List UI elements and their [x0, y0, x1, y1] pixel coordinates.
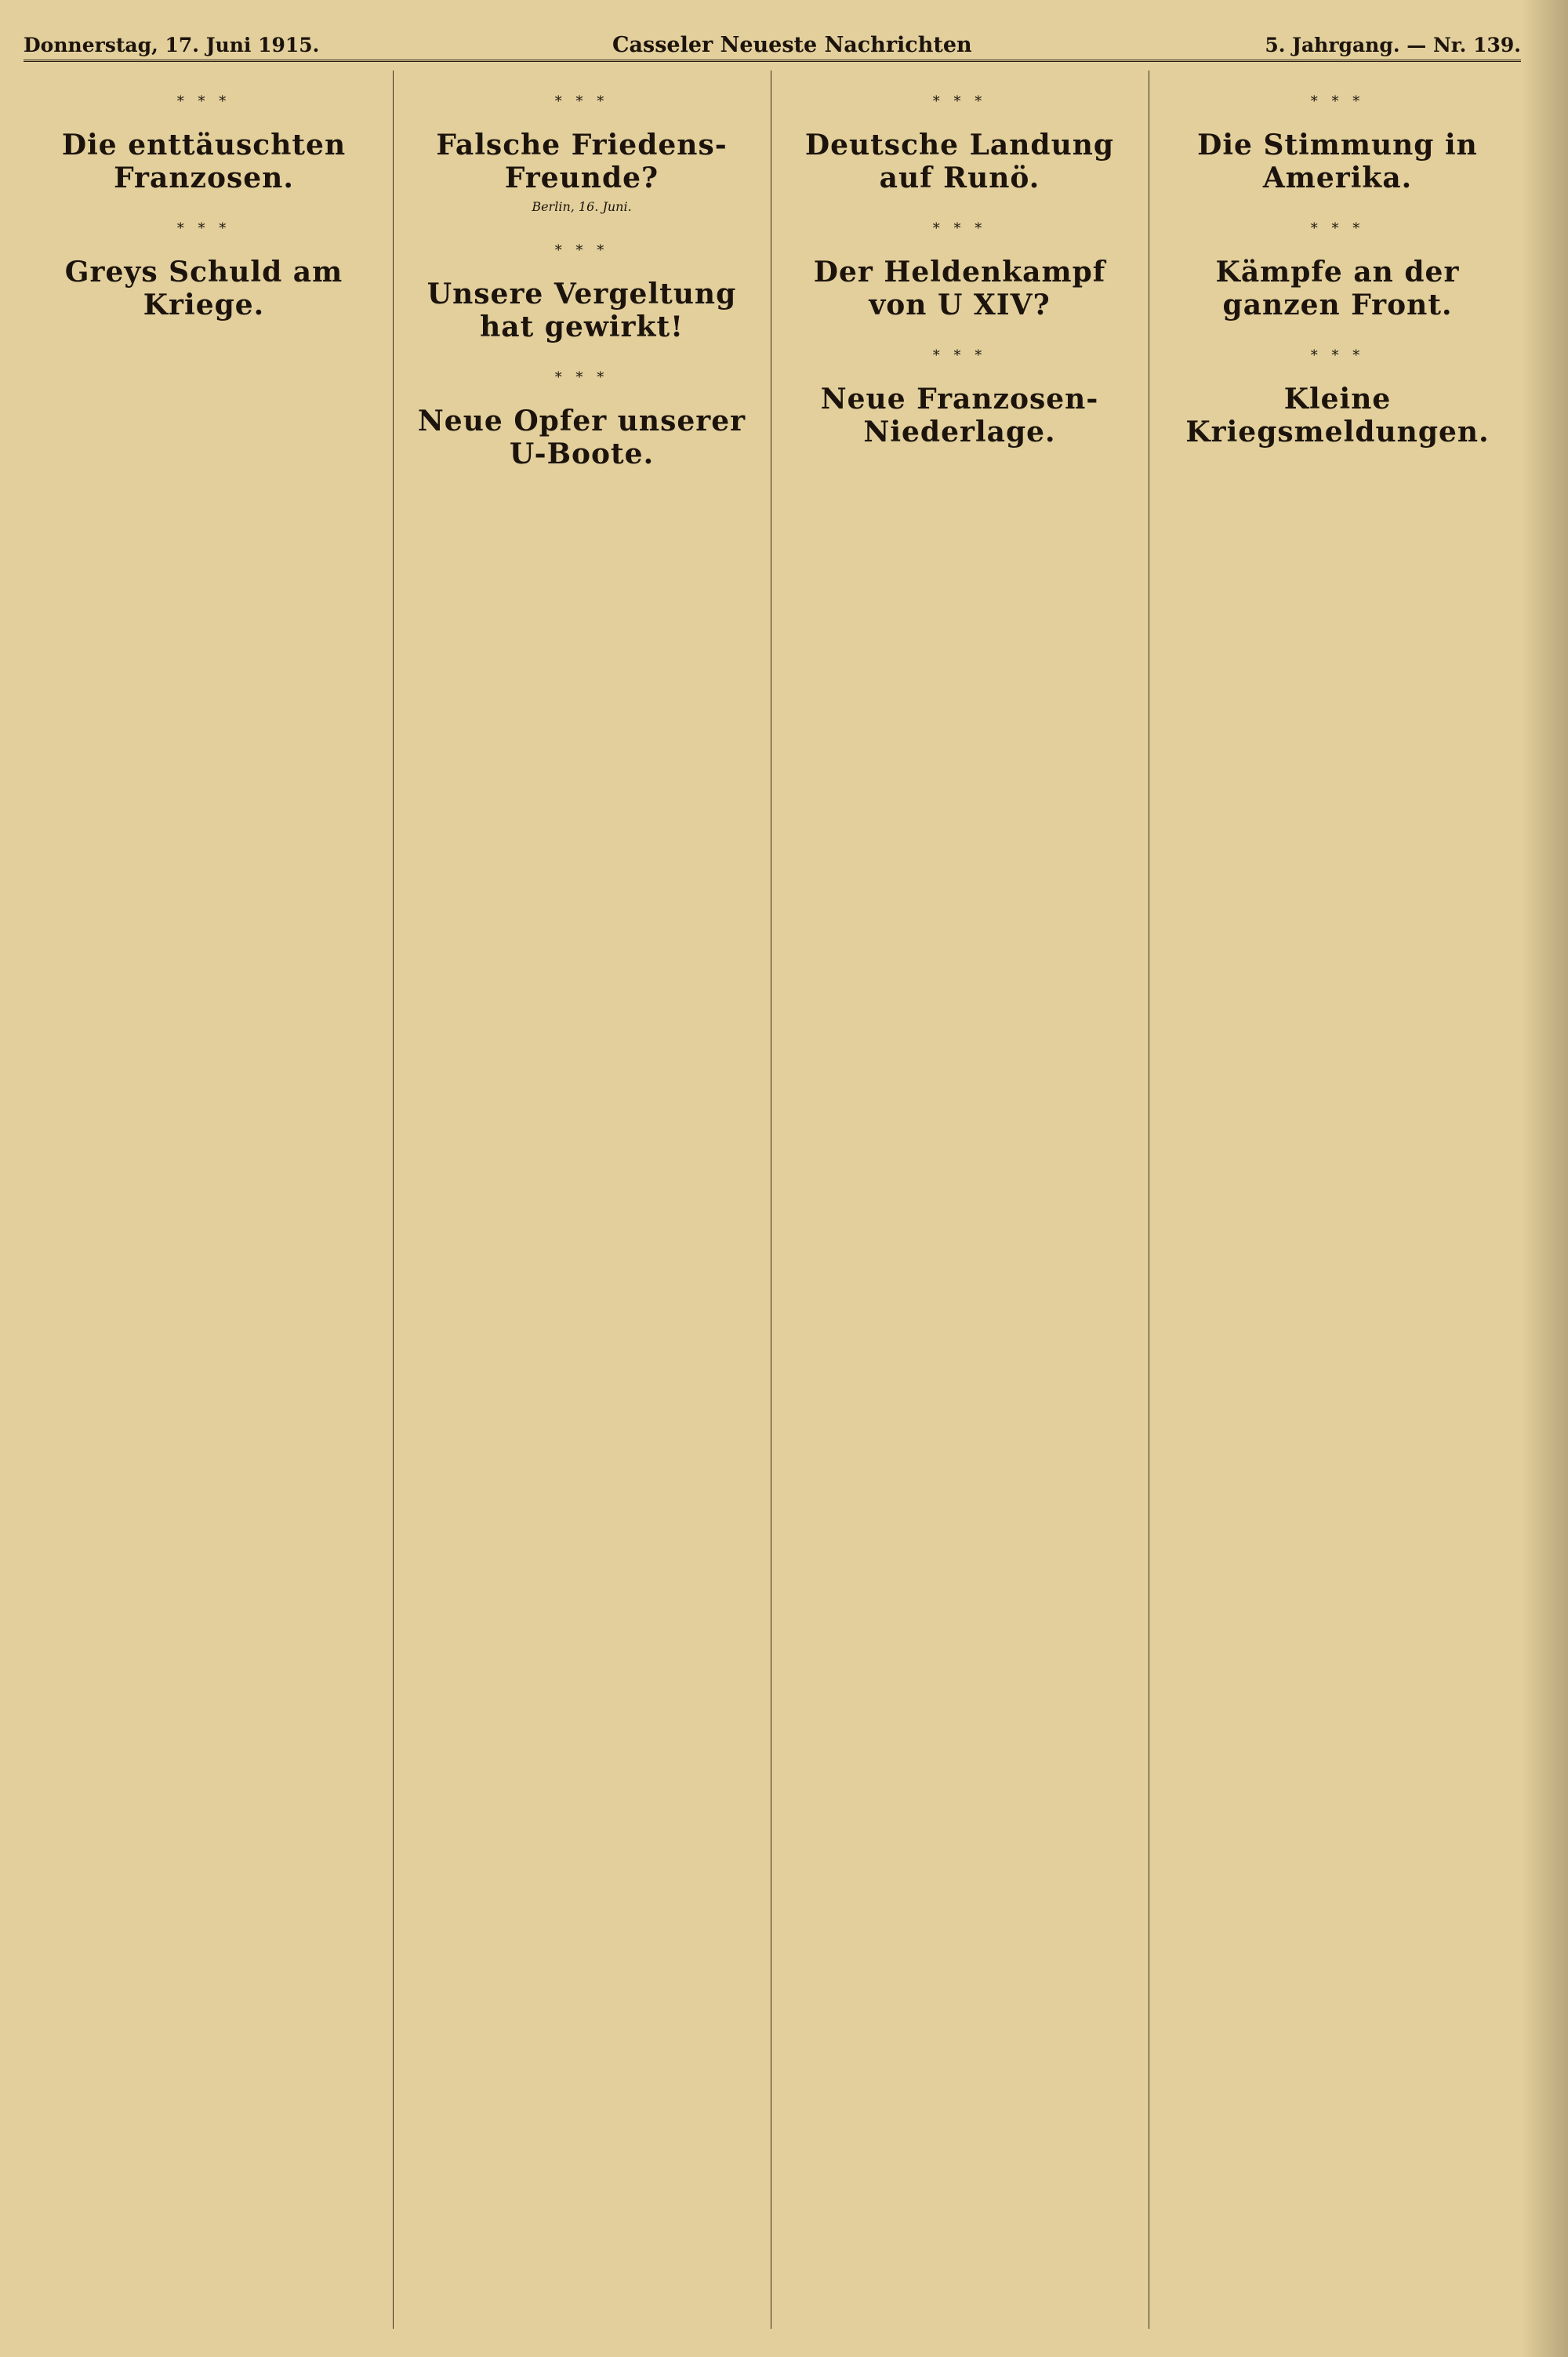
- article: [401, 405, 762, 492]
- article-body: [1157, 325, 1518, 343]
- newspaper-page: [24, 30, 1521, 2335]
- article-body: [779, 452, 1140, 470]
- section-divider: * * *: [176, 220, 231, 237]
- article-body: [24, 325, 384, 343]
- article-body: [24, 71, 384, 89]
- section-divider: * * *: [1310, 347, 1365, 364]
- article: [779, 256, 1140, 365]
- article: [1157, 129, 1518, 238]
- article: [779, 383, 1140, 470]
- section-divider: * * *: [932, 220, 987, 237]
- article-headline: Unsere Vergeltung hat gewirkt!: [426, 278, 737, 343]
- article-body: [401, 220, 762, 238]
- article-body: [779, 71, 1140, 89]
- article: [779, 129, 1140, 238]
- article-headline: Die enttäuschten Franzosen.: [61, 129, 347, 194]
- article-headline: Kämpfe an der ganzen Front.: [1215, 256, 1460, 321]
- article: [1157, 71, 1518, 111]
- article: [24, 129, 384, 238]
- column-3: [779, 71, 1140, 2329]
- article-body: [1157, 198, 1518, 216]
- masthead-title: Casseler Neueste Nachrichten: [612, 32, 972, 57]
- article-body: [1157, 71, 1518, 89]
- column-rule: [393, 71, 394, 2329]
- masthead: [24, 30, 1521, 62]
- article-body: [779, 198, 1140, 216]
- article: [401, 129, 762, 260]
- article-dateline: Berlin, 16. Juni.: [532, 199, 632, 214]
- article-headline: Die Stimmung in Amerika.: [1197, 129, 1478, 194]
- masthead-date: Donnerstag, 17. Juni 1915.: [24, 33, 320, 56]
- column-2: [401, 71, 762, 2329]
- article: [24, 71, 384, 111]
- section-divider: * * *: [554, 242, 609, 259]
- article: [401, 278, 762, 387]
- article: [1157, 256, 1518, 365]
- article-body: [401, 347, 762, 365]
- section-divider: * * *: [1310, 220, 1365, 237]
- article-headline: Deutsche Landung auf Runö.: [804, 129, 1115, 194]
- article-headline: Greys Schuld am Kriege.: [64, 256, 343, 321]
- article-body: [24, 198, 384, 216]
- section-divider: * * *: [554, 93, 609, 110]
- section-divider: * * *: [932, 93, 987, 110]
- article-body: [401, 474, 762, 492]
- article-headline: Neue Franzosen-Niederlage.: [820, 383, 1099, 449]
- section-divider: * * *: [554, 369, 609, 386]
- article-body: [779, 325, 1140, 343]
- column-1: [24, 71, 384, 2329]
- masthead-issue: 5. Jahrgang. — Nr. 139.: [1265, 33, 1521, 56]
- article-headline: Falsche Friedens-Freunde?: [436, 129, 728, 194]
- article: [24, 256, 384, 343]
- section-divider: * * *: [176, 93, 231, 110]
- article-body: [401, 71, 762, 89]
- page-fold-shadow: [1521, 0, 1568, 2357]
- article-headline: Der Heldenkampf von U XIV?: [813, 256, 1106, 321]
- article-body: [1157, 452, 1518, 470]
- article: [401, 71, 762, 111]
- column-4: [1157, 71, 1518, 2329]
- article: [779, 71, 1140, 111]
- article: [1157, 383, 1518, 470]
- article-headline: Kleine Kriegsmeldungen.: [1185, 383, 1490, 449]
- section-divider: * * *: [1310, 93, 1365, 110]
- section-divider: * * *: [932, 347, 987, 364]
- article-headline: Neue Opfer unserer U-Boote.: [417, 405, 746, 470]
